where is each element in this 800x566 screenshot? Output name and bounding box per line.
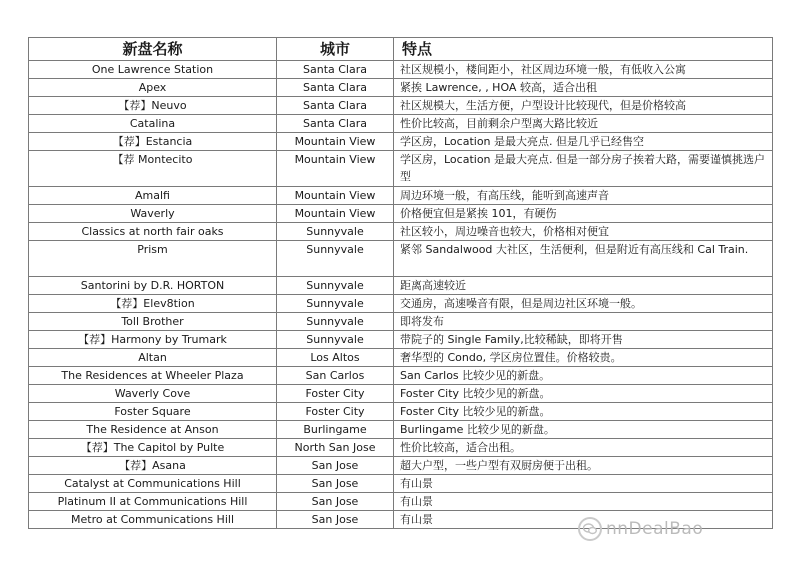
listing-name-cell: Toll Brother [29, 313, 277, 331]
listing-name-cell: Santorini by D.R. HORTON [29, 277, 277, 295]
feature-cell: 交通房，高速噪音有限，但是周边社区环境一般。 [394, 295, 773, 313]
feature-cell: 社区规模小，楼间距小，社区周边环境一般，有低收入公寓 [394, 61, 773, 79]
header-city: 城市 [277, 38, 394, 61]
feature-cell: 学区房，Location 是最大亮点. 但是几乎已经售空 [394, 133, 773, 151]
feature-cell: 周边环境一般，有高压线，能听到高速声音 [394, 187, 773, 205]
city-cell: Mountain View [277, 205, 394, 223]
header-row [29, 38, 773, 61]
table-row [29, 313, 773, 331]
feature-cell: 性价比较高，适合出租。 [394, 439, 773, 457]
city-cell: San Jose [277, 457, 394, 475]
feature-cell: 价格便宜但是紧挨 101，有硬伤 [394, 205, 773, 223]
listing-name-cell: Platinum II at Communications Hill [29, 493, 277, 511]
feature-cell: 有山景 [394, 475, 773, 493]
city-cell: Mountain View [277, 151, 394, 187]
listing-name-cell: Metro at Communications Hill [29, 511, 277, 529]
listing-name-cell: 【荐】The Capitol by Pulte [29, 439, 277, 457]
feature-cell: Foster City 比较少见的新盘。 [394, 385, 773, 403]
city-cell: Santa Clara [277, 115, 394, 133]
table-row [29, 277, 773, 295]
table-row [29, 151, 773, 187]
listing-name-cell: 【荐】Harmony by Trumark [29, 331, 277, 349]
feature-cell: 超大户型，一些户型有双厨房便于出租。 [394, 457, 773, 475]
feature-cell: 距离高速较近 [394, 277, 773, 295]
feature-cell: 学区房，Location 是最大亮点. 但是一部分房子挨着大路，需要谨慎挑选户型 [394, 151, 773, 187]
header-name: 新盘名称 [29, 38, 277, 61]
feature-cell: 性价比较高，目前剩余户型离大路比较近 [394, 115, 773, 133]
city-cell: Burlingame [277, 421, 394, 439]
listing-name-cell: The Residence at Anson [29, 421, 277, 439]
feature-cell: San Carlos 比较少见的新盘。 [394, 367, 773, 385]
listing-name-cell: Catalina [29, 115, 277, 133]
listing-name-cell: One Lawrence Station [29, 61, 277, 79]
table-row [29, 295, 773, 313]
city-cell: Mountain View [277, 133, 394, 151]
table-row [29, 457, 773, 475]
city-cell: Sunnyvale [277, 241, 394, 277]
table-row [29, 439, 773, 457]
city-cell: San Jose [277, 475, 394, 493]
listing-name-cell: Apex [29, 79, 277, 97]
table-row [29, 331, 773, 349]
table-row [29, 223, 773, 241]
feature-cell: 有山景 [394, 511, 773, 529]
city-cell: Santa Clara [277, 61, 394, 79]
city-cell: Sunnyvale [277, 295, 394, 313]
feature-cell: 紧邻 Sandalwood 大社区，生活便利，但是附近有高压线和 Cal Train. [394, 241, 773, 277]
feature-cell: 有山景 [394, 493, 773, 511]
table-row [29, 97, 773, 115]
listing-name-cell: Foster Square [29, 403, 277, 421]
feature-cell: 奢华型的 Condo, 学区房位置佳。价格较贵。 [394, 349, 773, 367]
listing-name-cell: Classics at north fair oaks [29, 223, 277, 241]
listing-name-cell: Prism [29, 241, 277, 277]
city-cell: San Carlos [277, 367, 394, 385]
table-row [29, 187, 773, 205]
city-cell: San Jose [277, 511, 394, 529]
city-cell: North San Jose [277, 439, 394, 457]
table-row [29, 205, 773, 223]
table-row [29, 493, 773, 511]
city-cell: Sunnyvale [277, 313, 394, 331]
city-cell: Santa Clara [277, 97, 394, 115]
table-row [29, 475, 773, 493]
listing-name-cell: 【荐】Neuvo [29, 97, 277, 115]
listing-name-cell: Waverly [29, 205, 277, 223]
city-cell: Sunnyvale [277, 277, 394, 295]
feature-cell: Burlingame 比较少见的新盘。 [394, 421, 773, 439]
table-row [29, 385, 773, 403]
listing-name-cell: Altan [29, 349, 277, 367]
table-row [29, 241, 773, 277]
city-cell: Foster City [277, 385, 394, 403]
header-feature: 特点 [394, 38, 773, 61]
table-row [29, 403, 773, 421]
city-cell: Foster City [277, 403, 394, 421]
listing-name-cell: Amalfi [29, 187, 277, 205]
table-row [29, 421, 773, 439]
listing-name-cell: The Residences at Wheeler Plaza [29, 367, 277, 385]
table-row [29, 115, 773, 133]
table-row [29, 79, 773, 97]
feature-cell: Foster City 比较少见的新盘。 [394, 403, 773, 421]
feature-cell: 社区较小，周边噪音也较大，价格相对便宜 [394, 223, 773, 241]
new-listings-table [28, 37, 773, 529]
feature-cell: 即将发布 [394, 313, 773, 331]
table-row [29, 61, 773, 79]
city-cell: Santa Clara [277, 79, 394, 97]
listing-name-cell: 【荐】Asana [29, 457, 277, 475]
wechat-icon [578, 517, 602, 541]
feature-cell: 带院子的 Single Family,比较稀缺，即将开售 [394, 331, 773, 349]
city-cell: Mountain View [277, 187, 394, 205]
table-row [29, 367, 773, 385]
city-cell: Sunnyvale [277, 331, 394, 349]
listing-name-cell: Waverly Cove [29, 385, 277, 403]
table-row [29, 133, 773, 151]
table-row [29, 349, 773, 367]
city-cell: San Jose [277, 493, 394, 511]
city-cell: Sunnyvale [277, 223, 394, 241]
listing-name-cell: Catalyst at Communications Hill [29, 475, 277, 493]
feature-cell: 紧挨 Lawrence, , HOA 较高，适合出租 [394, 79, 773, 97]
watermark-text: nnDealBao [606, 519, 704, 539]
watermark [578, 516, 703, 542]
city-cell: Los Altos [277, 349, 394, 367]
listing-name-cell: 【荐 Montecito [29, 151, 277, 187]
feature-cell: 社区规模大，生活方便，户型设计比较现代，但是价格较高 [394, 97, 773, 115]
listing-name-cell: 【荐】Elev8tion [29, 295, 277, 313]
listing-name-cell: 【荐】Estancia [29, 133, 277, 151]
